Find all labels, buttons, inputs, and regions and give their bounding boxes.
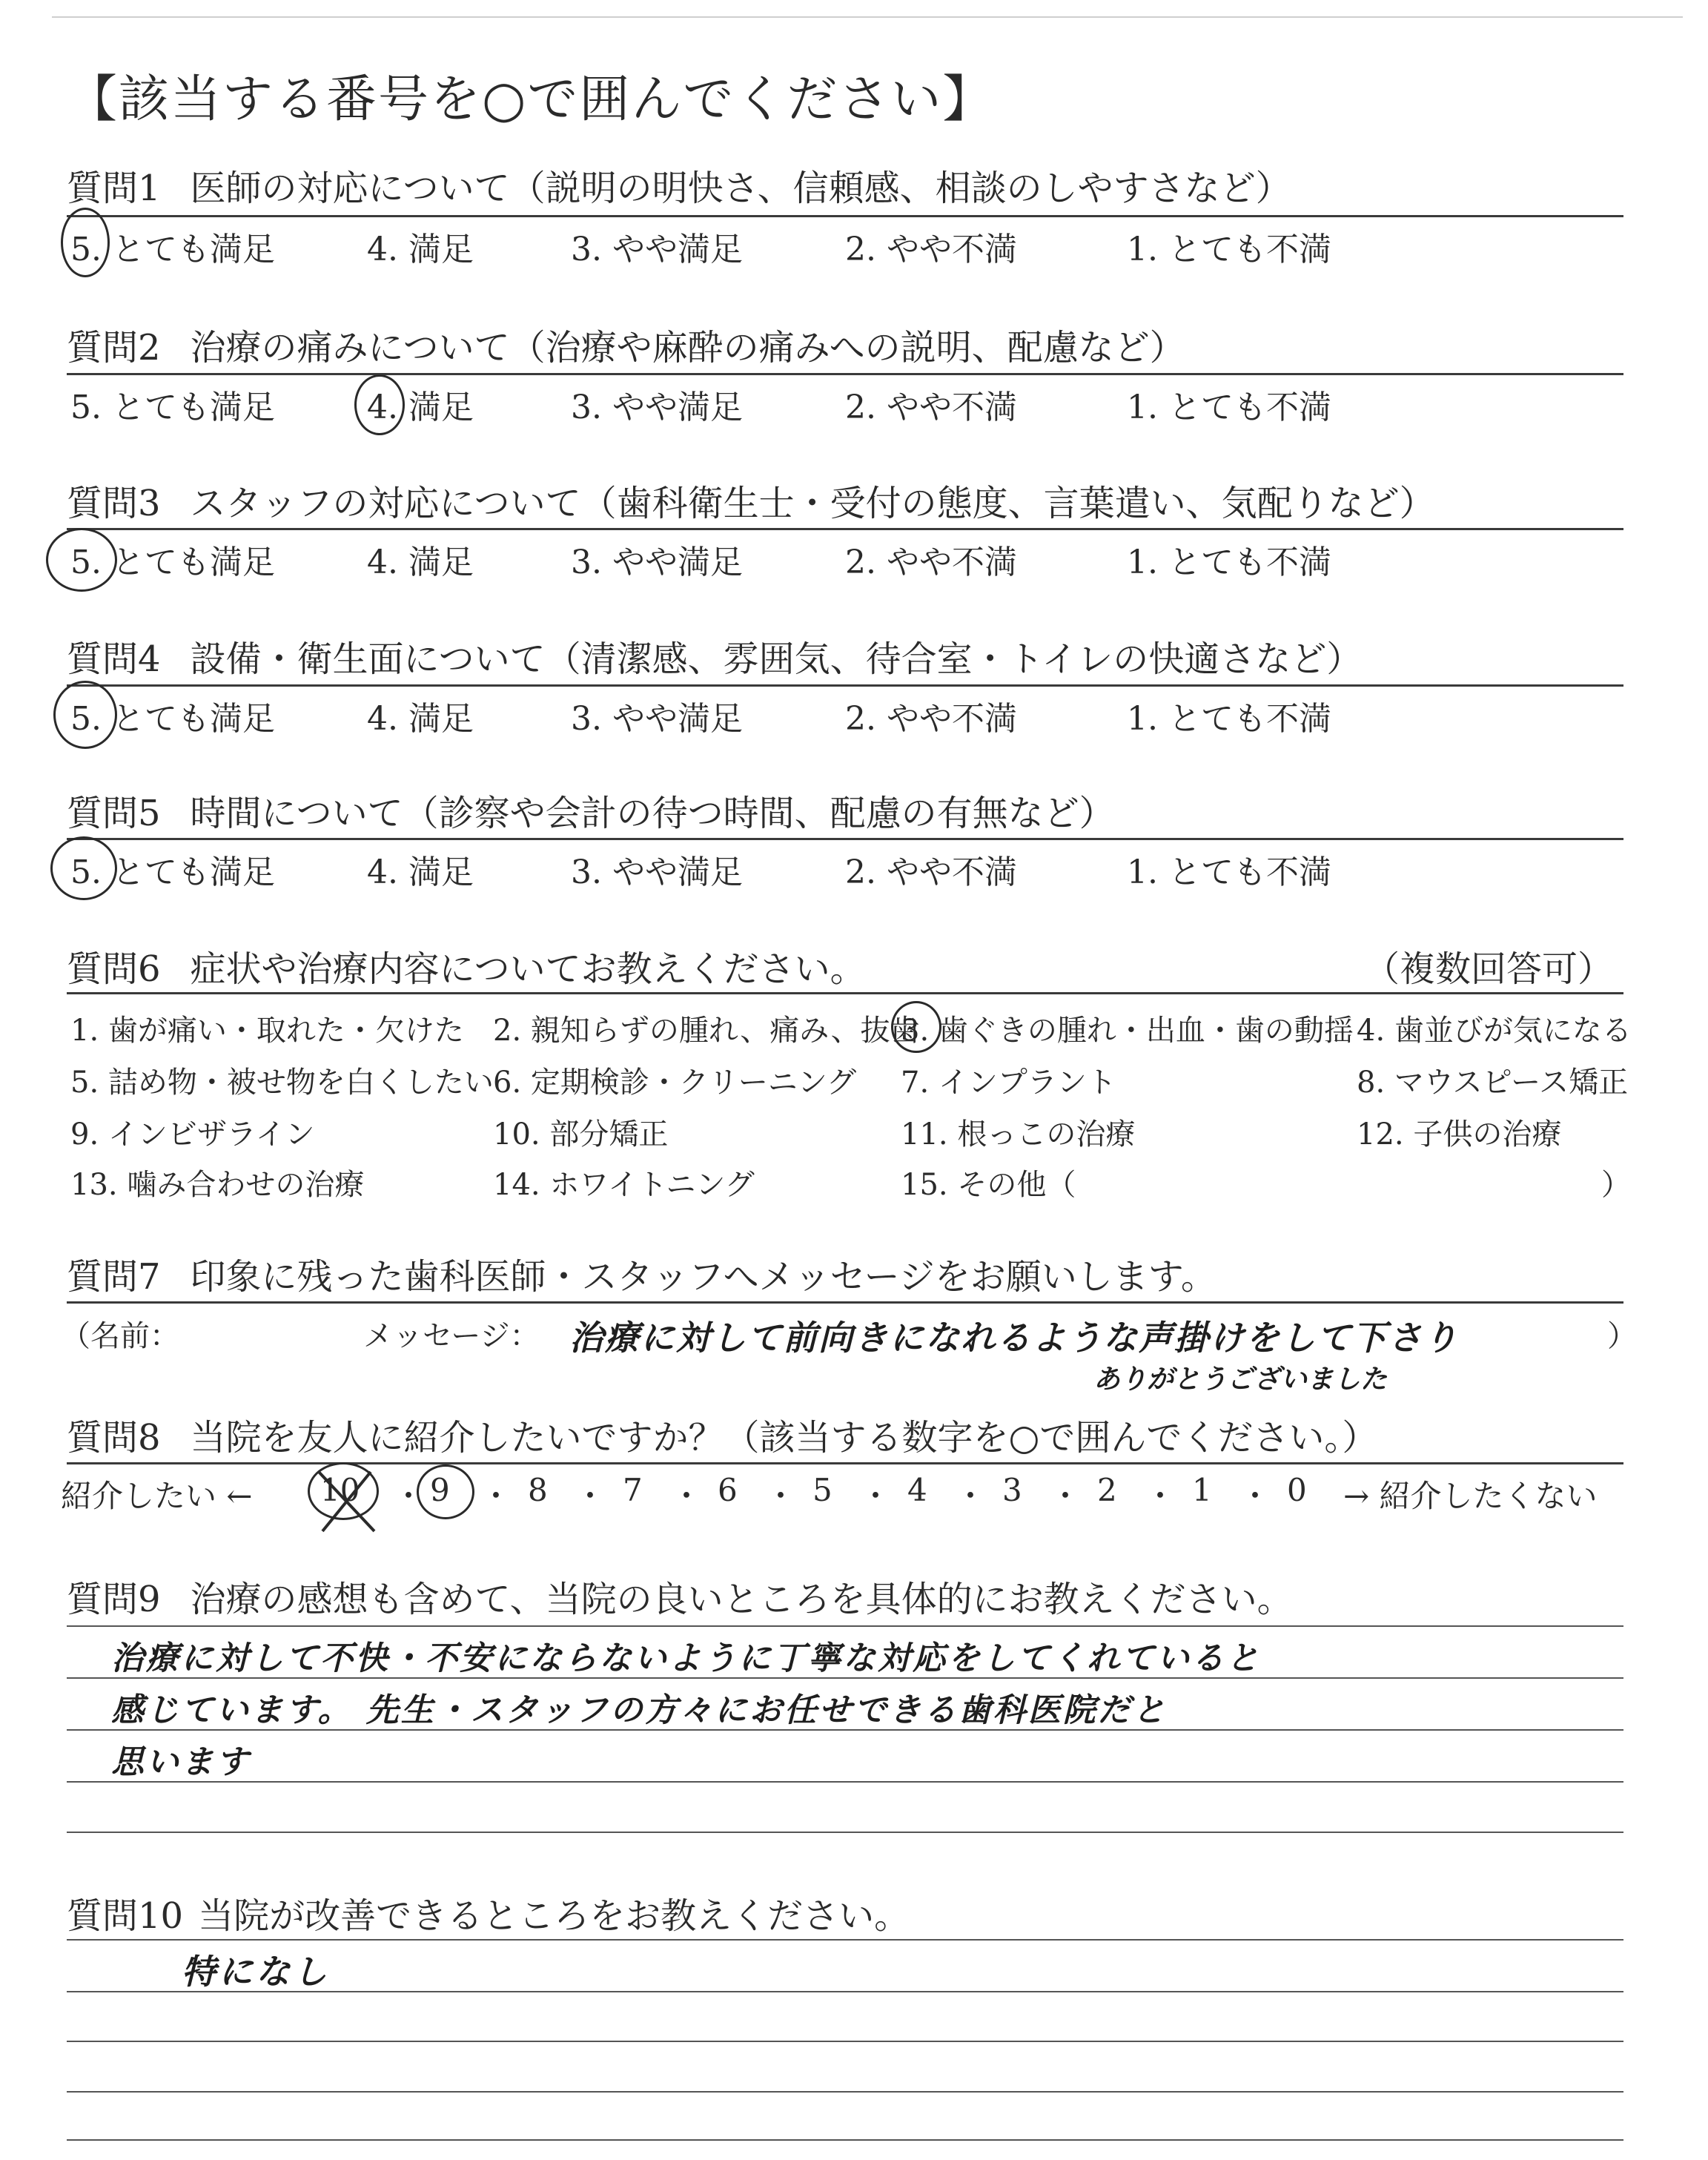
answer-rule: [67, 2091, 1623, 2093]
q5-option-5[interactable]: 5. とても満足: [70, 853, 275, 891]
answer-rule: [67, 1939, 1623, 1941]
q6-option-12[interactable]: 12. 子供の治療: [1357, 1117, 1562, 1152]
question-3-rule: [67, 528, 1623, 530]
question-6-number: 質問6: [67, 948, 161, 990]
question-3-number: 質問3: [67, 483, 161, 524]
question-10-text: 当院が改善できるところをお教えください。: [198, 1895, 910, 1937]
question-5: [67, 785, 1115, 836]
q4-option-4[interactable]: 4. 満足: [367, 700, 474, 738]
q3-option-2[interactable]: 2. やや不満: [845, 544, 1017, 581]
scale-separator: ・: [1145, 1478, 1176, 1514]
question-6-text: 症状や治療内容についてお教えください。: [190, 948, 866, 990]
recommend-1[interactable]: 1: [1192, 1472, 1212, 1508]
question-8: [67, 1409, 1377, 1460]
q2-option-3[interactable]: 3. やや満足: [571, 389, 743, 426]
q6-option-6[interactable]: 6. 定期検診・クリーニング: [493, 1066, 857, 1100]
scale-separator: ・: [1239, 1478, 1271, 1514]
q5-option-2[interactable]: 2. やや不満: [845, 853, 1017, 891]
question-4: [67, 630, 1362, 681]
q4-answer-circle: [53, 681, 117, 749]
q6-option-7[interactable]: 7. インプラント: [901, 1066, 1116, 1100]
q2-option-2[interactable]: 2. やや不満: [845, 389, 1017, 426]
question-2-number: 質問2: [67, 327, 161, 369]
q2-answer-circle: [354, 374, 405, 435]
q1-answer-circle: [61, 208, 110, 277]
q3-option-3[interactable]: 3. やや満足: [571, 544, 743, 581]
q6-option-3[interactable]: 3. 歯ぐきの腫れ・出血・歯の動揺: [901, 1014, 1354, 1048]
q10-answer-line-1: 特になし: [182, 1952, 330, 1992]
q6-option-9[interactable]: 9. インビザライン: [70, 1117, 315, 1152]
scale-separator: ・: [860, 1478, 892, 1514]
answer-rule: [67, 1832, 1623, 1833]
question-8-rule: [67, 1462, 1623, 1464]
recommend-2[interactable]: 2: [1097, 1472, 1117, 1508]
question-6-note: （複数回答可）: [1364, 948, 1614, 990]
message-label: メッセージ：: [363, 1319, 540, 1353]
question-1-number: 質問1: [67, 168, 161, 209]
message-line-1: 治療に対して前向きになれるような声掛けをして下さり: [569, 1318, 1459, 1358]
recommend-left-label: 紹介したい ←: [61, 1478, 253, 1514]
recommend-3[interactable]: 3: [1002, 1472, 1022, 1508]
question-2-rule: [67, 373, 1623, 375]
question-6: [67, 940, 866, 991]
q6-other-close: ）: [1601, 1168, 1631, 1202]
q6-option-13[interactable]: 13. 噛み合わせの治療: [70, 1168, 365, 1202]
question-1-text: 医師の対応について（説明の明快さ、信頼感、相談のしやすさなど）: [190, 168, 1291, 209]
recommend-5[interactable]: 5: [812, 1472, 833, 1508]
q6-option-2[interactable]: 2. 親知らずの腫れ、痛み、抜歯: [493, 1014, 920, 1048]
question-5-number: 質問5: [67, 793, 161, 834]
q3-answer-circle: [46, 528, 117, 592]
question-2-text: 治療の痛みについて（治療や麻酔の痛みへの説明、配慮など）: [190, 327, 1185, 369]
message-line-2: ありがとうございました: [1093, 1364, 1388, 1395]
q9-answer-line-2: 感じています。 先生・スタッフの方々にお任せできる歯科医院だと: [111, 1691, 1168, 1729]
question-9-number: 質問9: [67, 1579, 161, 1620]
question-3-text: スタッフの対応について（歯科衛生士・受付の態度、言葉遣い、気配りなど）: [190, 483, 1435, 524]
answer-rule: [67, 1677, 1623, 1679]
q3-option-1[interactable]: 1. とても不満: [1127, 544, 1331, 581]
question-2: [67, 319, 1185, 370]
q2-option-1[interactable]: 1. とても不満: [1127, 389, 1331, 426]
q9-answer-line-1: 治療に対して不快・不安にならないように丁寧な対応をしてくれていると: [111, 1639, 1261, 1677]
scale-separator: ・: [393, 1478, 425, 1514]
recommend-7[interactable]: 7: [623, 1472, 643, 1508]
question-6-rule: [67, 992, 1623, 994]
question-3: [67, 475, 1435, 526]
q8-answer-circle: [417, 1464, 474, 1519]
q6-option-15[interactable]: 15. その他（: [901, 1168, 1076, 1202]
q4-option-3[interactable]: 3. やや満足: [571, 700, 743, 738]
question-10: [67, 1887, 910, 1938]
q5-answer-circle: [50, 836, 117, 900]
question-8-text: 当院を友人に紹介したいですか？（該当する数字を○で囲んでください。）: [190, 1417, 1378, 1459]
q5-option-4[interactable]: 4. 満足: [367, 853, 474, 891]
question-5-text: 時間について（診察や会計の待つ時間、配慮の有無など）: [190, 793, 1115, 834]
question-7: [67, 1248, 1217, 1299]
question-5-rule: [67, 838, 1623, 840]
scale-separator: ・: [955, 1478, 987, 1514]
answer-rule: [67, 1781, 1623, 1783]
question-9-text: 治療の感想も含めて、当院の良いところを具体的にお教えください。: [190, 1579, 1293, 1620]
q6-option-5[interactable]: 5. 詰め物・被せ物を白くしたい: [70, 1066, 494, 1100]
q4-option-5[interactable]: 5. とても満足: [70, 700, 275, 738]
q5-option-3[interactable]: 3. やや満足: [571, 853, 743, 891]
q1-option-3[interactable]: 3. やや満足: [571, 231, 743, 268]
q4-option-2[interactable]: 2. やや不満: [845, 700, 1017, 738]
answer-rule: [67, 1729, 1623, 1731]
q6-option-11[interactable]: 11. 根っこの治療: [901, 1117, 1136, 1152]
form-instruction: 【該当する番号を○で囲んでください】: [67, 70, 995, 129]
answer-rule: [67, 1625, 1623, 1627]
question-9: [67, 1571, 1293, 1622]
q4-option-1[interactable]: 1. とても不満: [1127, 700, 1331, 738]
name-label: （名前：: [61, 1319, 179, 1353]
question-7-number: 質問7: [67, 1256, 161, 1298]
q3-option-4[interactable]: 4. 満足: [367, 544, 474, 581]
message-close-paren: ）: [1607, 1319, 1637, 1353]
q1-option-5[interactable]: 5. とても満足: [70, 231, 275, 268]
top-border: [52, 16, 1683, 18]
question-4-rule: [67, 684, 1623, 687]
scale-separator: ・: [480, 1478, 512, 1514]
scale-separator: ・: [765, 1478, 797, 1514]
question-1-rule: [67, 215, 1623, 217]
q2-option-4[interactable]: 4. 満足: [367, 389, 474, 426]
question-1: [67, 159, 1291, 211]
recommend-right-label: → 紹介したくない: [1343, 1478, 1598, 1514]
question-7-rule: [67, 1301, 1623, 1304]
scale-separator: ・: [1050, 1478, 1082, 1514]
q6-answer-circle: [891, 1001, 941, 1053]
q1-option-4[interactable]: 4. 満足: [367, 231, 474, 268]
recommend-10[interactable]: 10: [320, 1472, 360, 1508]
scale-separator: ・: [575, 1478, 606, 1514]
recommend-0[interactable]: 0: [1287, 1472, 1307, 1508]
q8-cross-out-mark: [304, 1464, 385, 1539]
q2-option-5[interactable]: 5. とても満足: [70, 389, 275, 426]
recommend-4[interactable]: 4: [907, 1472, 927, 1508]
question-4-number: 質問4: [67, 638, 161, 680]
question-8-number: 質問8: [67, 1417, 161, 1459]
recommend-6[interactable]: 6: [718, 1472, 738, 1508]
recommend-8[interactable]: 8: [528, 1472, 548, 1508]
question-7-text: 印象に残った歯科医師・スタッフへメッセージをお願いします。: [190, 1256, 1217, 1298]
scale-separator: ・: [671, 1478, 703, 1514]
q9-answer-line-3: 思います: [111, 1743, 251, 1781]
answer-rule: [67, 1991, 1623, 1992]
recommend-9[interactable]: 9: [430, 1472, 450, 1508]
q6-option-1[interactable]: 1. 歯が痛い・取れた・欠けた: [70, 1014, 464, 1048]
q6-option-14[interactable]: 14. ホワイトニング: [493, 1168, 755, 1202]
q3-option-5[interactable]: 5. とても満足: [70, 544, 275, 581]
question-10-number: 質問10: [67, 1895, 184, 1937]
q6-option-4[interactable]: 4. 歯並びが気になる: [1357, 1014, 1632, 1048]
question-4-text: 設備・衛生面について（清潔感、雰囲気、待合室・トイレの快適さなど）: [190, 638, 1363, 680]
answer-rule: [67, 2041, 1623, 2042]
q5-option-1[interactable]: 1. とても不満: [1127, 853, 1331, 891]
answer-rule: [67, 2139, 1623, 2141]
q6-option-8[interactable]: 8. マウスピース矯正: [1357, 1066, 1629, 1100]
q6-option-10[interactable]: 10. 部分矯正: [493, 1117, 669, 1152]
q1-option-1[interactable]: 1. とても不満: [1127, 231, 1331, 268]
q1-option-2[interactable]: 2. やや不満: [845, 231, 1017, 268]
